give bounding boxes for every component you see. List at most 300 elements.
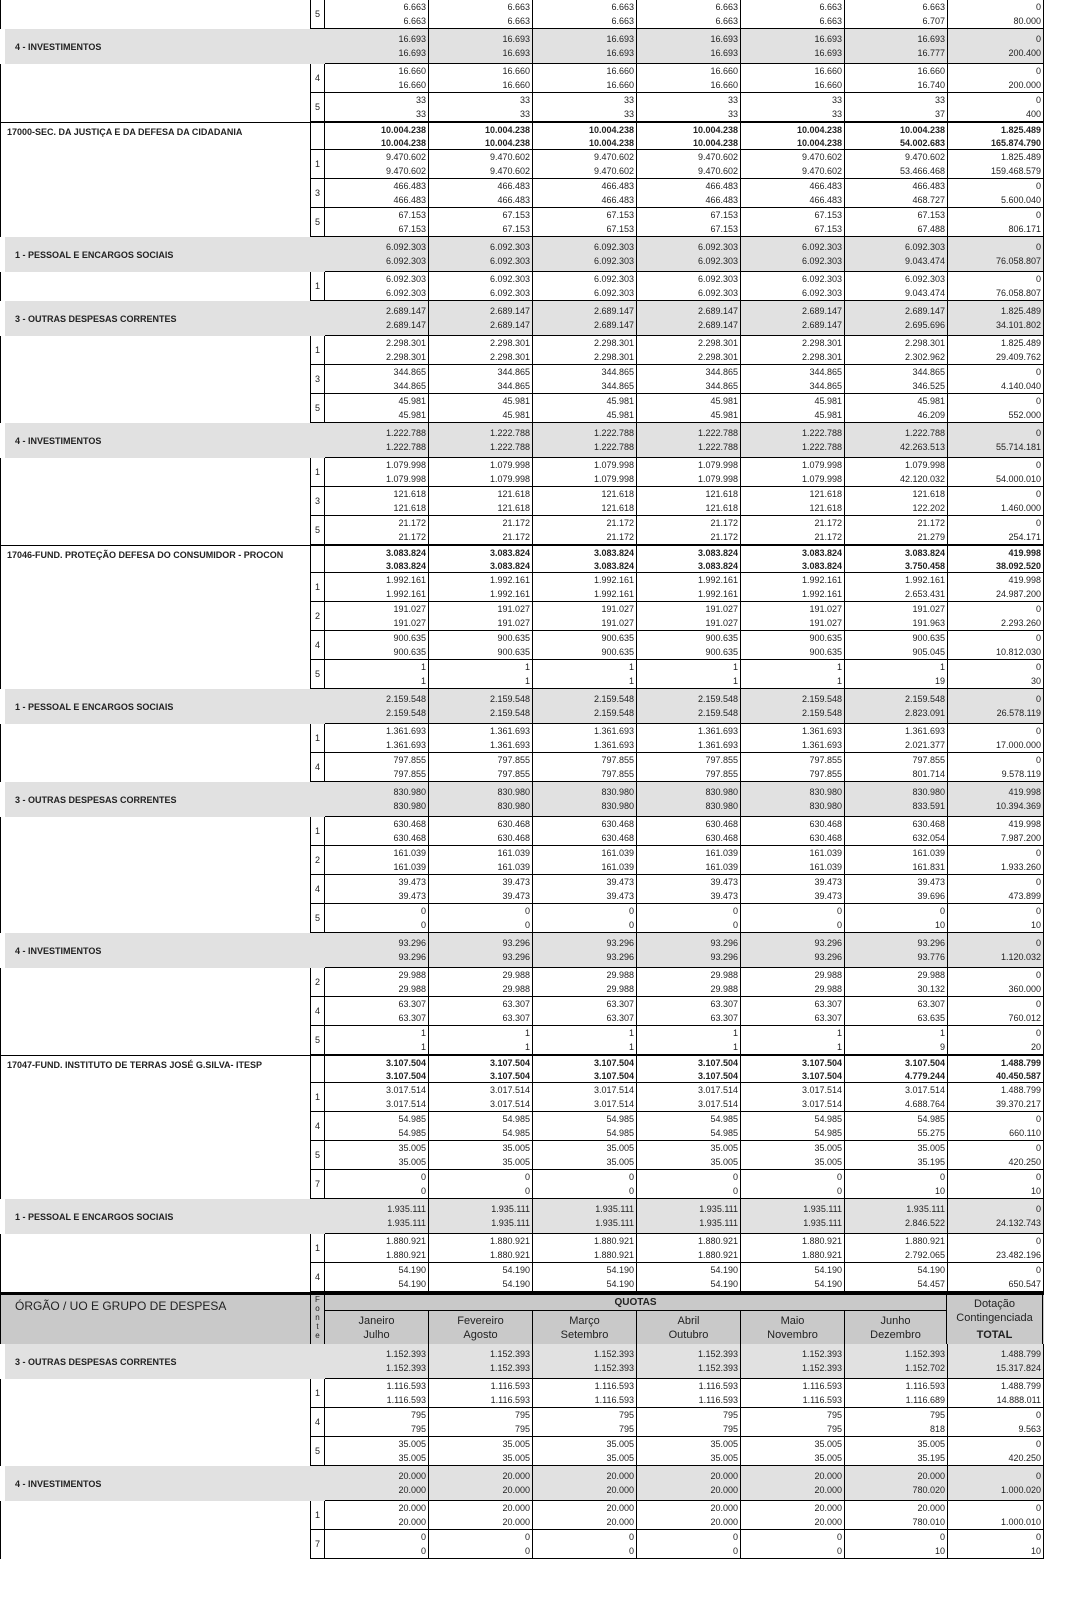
quota-value: 1.361.693 — [593, 726, 634, 736]
row-label — [0, 365, 310, 394]
quota-value: 161.039 — [601, 848, 634, 858]
month-cell — [429, 1408, 533, 1437]
quota-value: 20.000 — [814, 1503, 842, 1513]
month-cell — [429, 602, 533, 631]
month-cell — [845, 1055, 948, 1083]
quota-value: 1 — [420, 1042, 426, 1052]
quota-value: 797.855 — [601, 755, 634, 765]
quota-value: 6.663 — [819, 2, 842, 12]
quota-value: 93.296 — [710, 937, 738, 948]
quota-value: 93.296 — [814, 937, 842, 948]
month-cell — [637, 122, 741, 150]
fonte-cell: 1 — [310, 336, 325, 365]
quota-value: 1.116.689 — [905, 1395, 945, 1405]
month-cell — [533, 545, 637, 573]
quota-value: 3.107.504 — [697, 1070, 738, 1081]
quota-value: 795 — [618, 1410, 634, 1420]
month-cell — [845, 1141, 948, 1170]
total-cell — [948, 301, 1044, 336]
quota-value: 161.039 — [497, 862, 530, 872]
row-label — [0, 1379, 310, 1408]
quota-value: 0 — [628, 906, 634, 916]
quota-value: 630.468 — [705, 819, 738, 829]
quota-value: 3.083.824 — [593, 560, 634, 571]
quota-value: 1.880.921 — [593, 1250, 634, 1260]
fonte-cell: 1 — [310, 573, 325, 602]
contingenciada-value: 1.825.489 — [1000, 152, 1041, 162]
month-cell — [741, 753, 845, 782]
quota-value: 54.985 — [398, 1128, 426, 1138]
quota-value: 121.618 — [497, 489, 530, 499]
month-cell — [429, 208, 533, 237]
fonte-cell: 5 — [310, 208, 325, 237]
quota-value: 9.043.474 — [904, 288, 945, 298]
quota-value: 1.992.161 — [489, 589, 530, 599]
month-cell — [429, 1466, 533, 1501]
quota-value: 93.296 — [398, 952, 426, 963]
month-cell — [325, 1026, 429, 1055]
quota-value: 39.473 — [710, 891, 738, 901]
total-value: 30 — [1030, 676, 1041, 686]
quota-value: 2.695.696 — [904, 320, 945, 331]
fonte-cell: 5 — [310, 1437, 325, 1466]
month-cell — [741, 904, 845, 933]
month-cell — [845, 1234, 948, 1263]
quota-value: 900.635 — [497, 633, 530, 643]
quota-value: 1.079.998 — [904, 460, 945, 470]
month-cell — [845, 1112, 948, 1141]
quota-value: 16.660 — [606, 66, 634, 76]
fonte-cell: 3 — [310, 487, 325, 516]
month-cell — [533, 1199, 637, 1234]
month-cell — [637, 1501, 741, 1530]
month-cell — [325, 660, 429, 689]
quota-value: 191.027 — [809, 618, 842, 628]
total-value: 7.987.200 — [1000, 833, 1041, 843]
quota-value: 6.092.303 — [801, 288, 842, 298]
fonte-row — [0, 487, 1044, 516]
total-cell — [948, 545, 1044, 573]
month-cell — [533, 365, 637, 394]
quota-value: 54.190 — [606, 1265, 634, 1275]
contingenciada-value: 1.825.489 — [1000, 305, 1041, 316]
quota-value: 54.190 — [710, 1279, 738, 1289]
quota-value: 35.005 — [606, 1439, 634, 1449]
quota-value: 2.689.147 — [697, 320, 738, 331]
quota-value: 1.935.111 — [491, 1218, 530, 1229]
month-cell — [637, 1408, 741, 1437]
quota-value: 0 — [732, 1186, 738, 1196]
fonte-row — [0, 724, 1044, 753]
quota-value: 35.005 — [710, 1439, 738, 1449]
month-cell — [429, 365, 533, 394]
quota-value: 6.663 — [403, 2, 426, 12]
month-cell — [429, 1437, 533, 1466]
total-value: 650.547 — [1008, 1279, 1041, 1289]
quota-value: 67.488 — [917, 224, 945, 234]
quota-value: 93.296 — [502, 937, 530, 948]
quota-value: 1.222.788 — [801, 427, 842, 438]
header-month: Janeiro Julho — [325, 1311, 429, 1344]
quota-value: 466.483 — [601, 181, 634, 191]
quota-value: 1.935.111 — [803, 1218, 842, 1229]
quota-value: 3.083.824 — [385, 547, 426, 558]
quota-value: 1 — [420, 1028, 426, 1038]
month-cell — [325, 487, 429, 516]
row-label — [0, 1437, 310, 1466]
quota-value: 191.027 — [912, 604, 945, 614]
month-cell — [845, 782, 948, 817]
quota-value: 1.222.788 — [385, 442, 426, 453]
quota-value: 900.635 — [912, 633, 945, 643]
quota-value: 1.361.693 — [801, 740, 842, 750]
month-cell — [637, 336, 741, 365]
quota-value: 1 — [732, 1028, 738, 1038]
month-cell — [741, 1141, 845, 1170]
month-cell — [533, 1344, 637, 1379]
month-cell — [637, 237, 741, 272]
quota-value: 1.222.788 — [593, 442, 634, 453]
total-cell — [948, 1263, 1044, 1292]
contingenciada-value: 0 — [1035, 877, 1041, 887]
row-label — [0, 1112, 310, 1141]
quota-value: 0 — [732, 1172, 738, 1182]
quota-value: 0 — [732, 906, 738, 916]
quota-value: 6.092.303 — [385, 241, 426, 252]
month-cell — [637, 968, 741, 997]
contingenciada-value: 0 — [1035, 274, 1041, 284]
row-label — [0, 150, 310, 179]
month-cell — [845, 724, 948, 753]
month-cell — [637, 29, 741, 64]
month-cell — [325, 208, 429, 237]
total-cell — [948, 817, 1044, 846]
quota-value: 2.298.301 — [904, 338, 945, 348]
quota-value: 93.776 — [917, 952, 945, 963]
quota-value: 466.483 — [809, 195, 842, 205]
quota-value: 39.473 — [606, 877, 634, 887]
contingenciada-value: 0 — [1035, 726, 1041, 736]
quota-value: 191.027 — [393, 604, 426, 614]
month-cell — [845, 1466, 948, 1501]
quota-value: 1.992.161 — [697, 575, 738, 585]
month-cell — [429, 487, 533, 516]
month-cell — [429, 272, 533, 301]
month-cell — [845, 336, 948, 365]
month-cell — [533, 1379, 637, 1408]
quota-value: 45.981 — [710, 410, 738, 420]
quota-value: 191.027 — [497, 604, 530, 614]
month-cell — [637, 1141, 741, 1170]
quota-value: 39.473 — [398, 891, 426, 901]
quota-value: 6.663 — [715, 2, 738, 12]
quota-value: 795 — [618, 1424, 634, 1434]
quota-value: 29.988 — [814, 970, 842, 980]
quota-value: 1.116.593 — [490, 1395, 530, 1405]
row-label — [0, 516, 310, 545]
row-label: 1 - PESSOAL E ENCARGOS SOCIAIS — [5, 689, 325, 724]
fonte-row — [0, 1437, 1044, 1466]
quota-value: 16.693 — [502, 33, 530, 44]
contingenciada-value: 0 — [1035, 95, 1041, 105]
quota-value: 29.988 — [502, 970, 530, 980]
month-cell — [741, 1026, 845, 1055]
month-cell — [637, 365, 741, 394]
fonte-cell: 1 — [310, 724, 325, 753]
month-cell — [741, 64, 845, 93]
quota-value: 1 — [524, 662, 530, 672]
grupo-row — [0, 1344, 1044, 1379]
month-cell — [325, 1408, 429, 1437]
quota-value: 2.159.548 — [385, 693, 426, 704]
contingenciada-value: 0 — [1035, 460, 1041, 470]
quota-value: 35.005 — [710, 1143, 738, 1153]
month-cell — [533, 150, 637, 179]
total-value: 20 — [1030, 1042, 1041, 1052]
quota-value: 93.296 — [606, 952, 634, 963]
total-cell — [948, 365, 1044, 394]
month-cell — [325, 237, 429, 272]
fonte-cell: 7 — [310, 1170, 325, 1199]
quota-value: 1 — [420, 662, 426, 672]
quota-value: 3.017.514 — [385, 1099, 426, 1109]
month-cell — [325, 1501, 429, 1530]
quota-value: 1.152.393 — [593, 1363, 634, 1374]
quota-value: 4.688.764 — [904, 1099, 945, 1109]
month-cell — [845, 631, 948, 660]
month-cell — [325, 1083, 429, 1112]
quota-value: 39.473 — [398, 877, 426, 887]
fonte-row — [0, 602, 1044, 631]
total-cell — [948, 458, 1044, 487]
quota-value: 780.020 — [912, 1485, 945, 1496]
contingenciada-value: 0 — [1035, 181, 1041, 191]
total-value: 34.101.802 — [995, 320, 1041, 331]
quota-value: 0 — [836, 1186, 842, 1196]
quota-value: 630.468 — [393, 819, 426, 829]
row-label — [0, 208, 310, 237]
total-value: 360.000 — [1008, 984, 1041, 994]
total-value: 39.370.217 — [995, 1099, 1041, 1109]
month-cell — [845, 93, 948, 122]
total-cell — [948, 1170, 1044, 1199]
quota-value: 9.470.602 — [489, 152, 530, 162]
month-cell — [637, 1379, 741, 1408]
quota-value: 344.865 — [912, 367, 945, 377]
quota-value: 0 — [628, 1186, 634, 1196]
month-cell — [533, 997, 637, 1026]
fonte-cell: 3 — [310, 179, 325, 208]
quota-value: 2.689.147 — [697, 305, 738, 316]
quota-value: 2.298.301 — [593, 338, 634, 348]
quota-value: 20.000 — [398, 1517, 426, 1527]
quota-value: 54.985 — [917, 1114, 945, 1124]
quota-value: 1 — [732, 662, 738, 672]
row-label — [0, 573, 310, 602]
fonte-row — [0, 875, 1044, 904]
total-value: 38.092.520 — [995, 560, 1041, 571]
month-cell — [637, 179, 741, 208]
quota-value: 54.190 — [398, 1265, 426, 1275]
total-value: 660.110 — [1009, 1128, 1041, 1138]
quota-value: 2.159.548 — [904, 693, 945, 704]
row-label — [0, 997, 310, 1026]
quota-value: 121.618 — [705, 489, 738, 499]
quota-value: 35.005 — [502, 1439, 530, 1449]
total-value: 80.000 — [1013, 16, 1041, 26]
quota-value: 2.298.301 — [801, 338, 842, 348]
quota-value: 3.083.824 — [489, 547, 530, 558]
quota-value: 0 — [939, 1532, 945, 1542]
fonte-cell: 5 — [310, 394, 325, 423]
quota-value: 344.865 — [809, 381, 842, 391]
quota-value: 93.296 — [398, 937, 426, 948]
month-cell — [533, 875, 637, 904]
month-cell — [429, 1055, 533, 1083]
quota-value: 21.172 — [398, 518, 426, 528]
table-section-2 — [0, 1344, 1044, 1559]
contingenciada-value: 0 — [1035, 367, 1041, 377]
total-value: 420.250 — [1008, 1453, 1041, 1463]
quota-value: 1.222.788 — [593, 427, 634, 438]
quota-value: 830.980 — [912, 786, 945, 797]
fonte-cell: 5 — [310, 660, 325, 689]
month-cell — [845, 545, 948, 573]
quota-value: 0 — [524, 906, 530, 916]
month-cell — [533, 423, 637, 458]
row-label — [0, 660, 310, 689]
quota-value: 795 — [722, 1424, 738, 1434]
quota-value: 630.468 — [393, 833, 426, 843]
month-cell — [741, 394, 845, 423]
header-month: Abril Outubro — [637, 1311, 741, 1344]
quota-value: 818 — [929, 1424, 945, 1434]
quota-value: 67.153 — [398, 210, 426, 220]
quota-value: 54.457 — [917, 1279, 945, 1289]
quota-value: 797.855 — [393, 769, 426, 779]
quota-value: 1.935.111 — [595, 1203, 634, 1214]
fonte-row — [0, 1026, 1044, 1055]
quota-value: 1.116.593 — [386, 1395, 426, 1405]
month-cell — [325, 179, 429, 208]
quota-value: 20.000 — [710, 1503, 738, 1513]
contingenciada-value: 0 — [1035, 1172, 1041, 1182]
month-cell — [325, 29, 429, 64]
quota-value: 122.202 — [912, 503, 945, 513]
quota-value: 191.027 — [393, 618, 426, 628]
quota-value: 21.172 — [917, 518, 945, 528]
quota-value: 9.043.474 — [904, 256, 945, 267]
quota-value: 16.693 — [814, 33, 842, 44]
quota-value: 39.473 — [606, 891, 634, 901]
contingenciada-value: 0 — [1035, 1203, 1041, 1214]
quota-value: 1 — [732, 676, 738, 686]
row-label: 4 - INVESTIMENTOS — [5, 423, 325, 458]
quota-value: 830.980 — [601, 801, 634, 812]
quota-value: 33 — [727, 109, 738, 119]
quota-value: 21.172 — [814, 532, 842, 542]
quota-value: 33 — [831, 95, 842, 105]
quota-value: 16.660 — [606, 80, 634, 90]
month-cell — [741, 179, 845, 208]
row-label — [0, 724, 310, 753]
fonte-row — [0, 1379, 1044, 1408]
contingenciada-value: 0 — [1035, 1236, 1041, 1246]
month-cell — [429, 1112, 533, 1141]
month-cell — [533, 1083, 637, 1112]
total-value: 4.140.040 — [1000, 381, 1041, 391]
row-label: 4 - INVESTIMENTOS — [5, 29, 325, 64]
quota-value: 54.190 — [606, 1279, 634, 1289]
fonte-cell: 4 — [310, 1112, 325, 1141]
grupo-row — [0, 301, 1044, 336]
quota-value: 1.935.111 — [387, 1203, 426, 1214]
quota-value: 1.880.921 — [593, 1236, 634, 1246]
quota-value: 1.116.593 — [802, 1395, 842, 1405]
quota-value: 1.152.393 — [489, 1348, 530, 1359]
contingenciada-value: 0 — [1035, 693, 1041, 704]
contingenciada-value: 0 — [1035, 970, 1041, 980]
quota-value: 20.000 — [917, 1503, 945, 1513]
grupo-row — [0, 29, 1044, 64]
month-cell — [741, 875, 845, 904]
quota-value: 466.483 — [809, 181, 842, 191]
total-cell — [948, 846, 1044, 875]
total-value: 1.460.000 — [1000, 503, 1041, 513]
month-cell — [741, 1344, 845, 1379]
quota-value: 21.172 — [710, 532, 738, 542]
total-value: 760.012 — [1008, 1013, 1041, 1023]
quota-value: 2.298.301 — [593, 352, 634, 362]
quota-value: 20.000 — [502, 1485, 530, 1496]
quota-value: 33 — [415, 95, 426, 105]
quota-value: 16.693 — [398, 48, 426, 59]
quota-value: 3.083.824 — [489, 560, 530, 571]
month-cell — [741, 968, 845, 997]
total-value: 23.482.196 — [995, 1250, 1041, 1260]
quota-value: 3.017.514 — [904, 1085, 945, 1095]
quota-value: 6.092.303 — [801, 274, 842, 284]
month-cell — [533, 1263, 637, 1292]
row-label — [0, 1501, 310, 1530]
quota-value: 795 — [826, 1424, 842, 1434]
quota-value: 54.985 — [606, 1114, 634, 1124]
quota-value: 54.190 — [502, 1265, 530, 1275]
month-cell — [429, 782, 533, 817]
month-cell — [741, 573, 845, 602]
month-cell — [741, 1408, 845, 1437]
total-value: 10 — [1030, 1186, 1041, 1196]
row-label — [0, 1408, 310, 1437]
total-cell — [948, 1344, 1044, 1379]
month-cell — [325, 1234, 429, 1263]
quota-value: 2.792.065 — [904, 1250, 945, 1260]
quota-value: 1.152.393 — [904, 1348, 945, 1359]
month-cell — [637, 93, 741, 122]
quota-value: 900.635 — [601, 633, 634, 643]
month-cell — [533, 179, 637, 208]
quota-value: 6.663 — [715, 16, 738, 26]
quota-value: 344.865 — [601, 381, 634, 391]
quota-value: 10.004.238 — [588, 124, 634, 135]
month-cell — [741, 689, 845, 724]
quota-value: 9.470.602 — [904, 152, 945, 162]
contingenciada-value: 419.998 — [1008, 819, 1041, 829]
total-value: 5.600.040 — [1000, 195, 1041, 205]
quota-value: 2.159.548 — [489, 708, 530, 719]
month-cell — [637, 1344, 741, 1379]
row-label — [0, 1083, 310, 1112]
